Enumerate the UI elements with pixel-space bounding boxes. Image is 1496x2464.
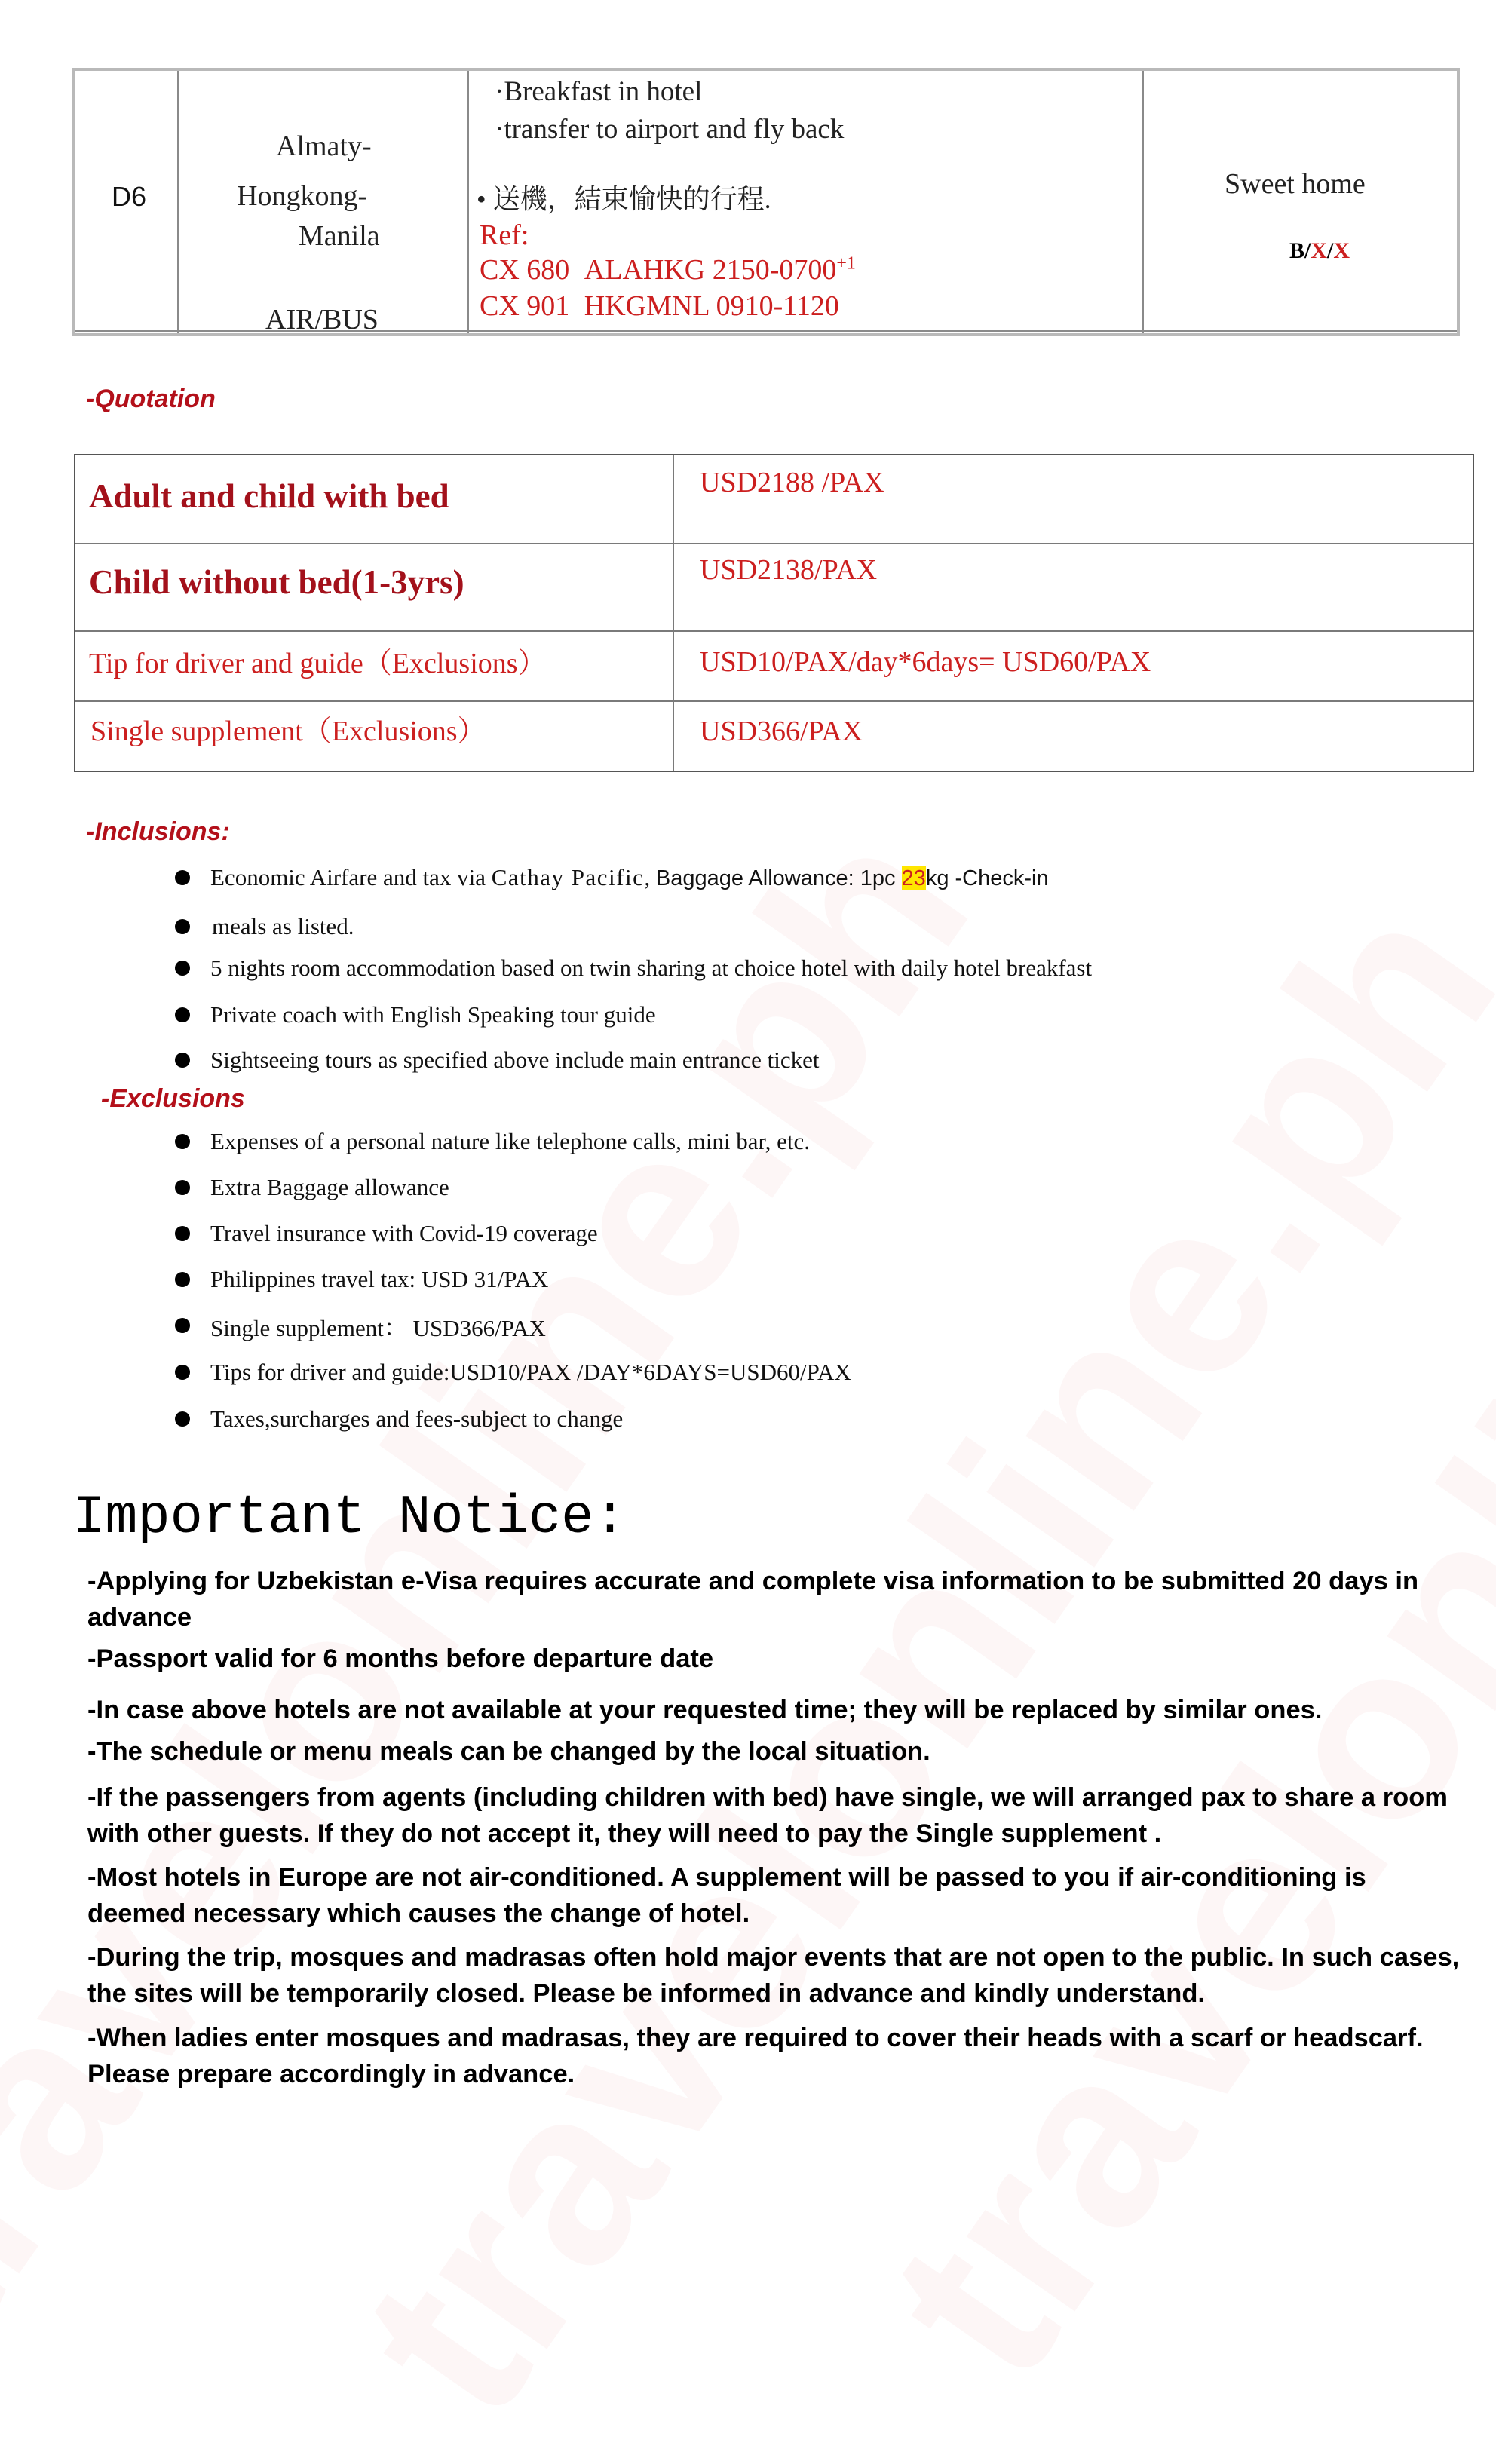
quote-price-adult: USD2188 /PAX	[700, 467, 884, 498]
bullet-icon	[175, 1365, 190, 1380]
inc1-airline: Cathay Pacific	[491, 864, 645, 890]
exclusion-item-text: Taxes,surcharges and fees-subject to change	[210, 1405, 624, 1432]
bullet-icon	[175, 1180, 190, 1195]
exclusion-item-text: Philippines travel tax: USD 31/PAX	[210, 1266, 549, 1292]
flight-1-code: CX 680	[480, 254, 570, 286]
day-cell: D6	[112, 181, 147, 212]
quote-price-tip: USD10/PAX/day*6days= USD60/PAX	[700, 646, 1151, 678]
bullet-icon	[175, 1007, 190, 1022]
route-line-3: Manila	[299, 220, 380, 252]
meal-breakfast: B	[1289, 238, 1305, 263]
quote-label-tip: Tip for driver and guide（Exclusions）	[89, 648, 547, 679]
exclusion-item-text: Expenses of a personal nature like telephone calls, mini bar, etc.	[210, 1128, 810, 1154]
meal-sep-1: /	[1304, 238, 1311, 263]
meal-lunch: X	[1311, 238, 1328, 263]
bullet-icon	[175, 1226, 190, 1241]
bullet-icon	[175, 1134, 190, 1149]
quotation-table	[74, 454, 1474, 772]
chinese-note: • 送機，結束愉快的行程.	[477, 184, 771, 214]
quotation-heading: -Quotation	[86, 385, 216, 413]
exclusion-item-text: Tips for driver and guide:USD10/PAX /DAY*6DAYS=USD60/PAX	[210, 1359, 851, 1385]
quote-label-child: Child without bed(1-3yrs)	[89, 563, 464, 601]
quote-price-single: USD366/PAX	[700, 716, 863, 747]
hotel-cell: Sweet home	[1225, 168, 1366, 200]
inclusion-item-text	[210, 864, 1049, 891]
meals-cell	[1289, 238, 1350, 264]
route-line-2: Hongkong-	[237, 180, 368, 212]
inc1-checkin: kg -Check-in	[925, 866, 1049, 890]
transport-mode: AIR/BUS	[265, 304, 379, 336]
notice-item: -Most hotels in Europe are not air-conditioned. A supplement will be passed to you if air-conditioning is deemed necessary which causes the change of hotel.	[87, 1863, 1366, 1928]
flight-1-sup: +1	[836, 253, 856, 274]
flight-1-route: ALAHKG 2150-0700	[584, 254, 837, 286]
bullet-icon	[175, 919, 190, 934]
inc1-part-c: ,	[644, 864, 656, 890]
exclusions-heading: -Exclusions	[101, 1084, 245, 1113]
inclusion-item-text: Sightseeing tours as specified above include main entrance ticket	[210, 1047, 820, 1073]
route-line-1: Almaty-	[276, 130, 372, 162]
flight-2-code: CX 901	[480, 290, 570, 322]
itinerary-table	[72, 68, 1460, 336]
exclusion-item-text: Single supplement： USD366/PAX	[210, 1314, 546, 1341]
bullet-icon	[175, 1053, 190, 1068]
inclusion-item-text: Private coach with English Speaking tour guide	[210, 1001, 656, 1028]
inclusions-heading: -Inclusions:	[86, 817, 230, 846]
flight-1	[480, 253, 856, 287]
notice-item: -During the trip, mosques and madrasas often hold major events that are not open to the public. In such cases, the sites will be temporarily closed. Please be informed in advance and kindly understand.	[87, 1943, 1460, 2008]
notice-item: -Applying for Uzbekistan e-Visa requires accurate and complete visa information to be submitted 20 days in advance	[87, 1567, 1419, 1632]
inclusion-item-text: meals as listed.	[212, 913, 354, 939]
notice-item: -When ladies enter mosques and madrasas, they are required to cover their heads with a scarf or headscarf. Please prepare accordingly in advance.	[87, 2024, 1424, 2089]
inc1-baggage: Baggage Allowance: 1pc	[655, 866, 902, 890]
activity-1: ·Breakfast in hotel	[495, 76, 703, 107]
notice-item: -In case above hotels are not available at your requested time; they will be replaced by similar ones.	[87, 1696, 1323, 1724]
bullet-icon	[175, 961, 190, 976]
bullet-icon	[175, 1272, 190, 1287]
ref-label: Ref:	[480, 219, 529, 251]
bullet-icon	[175, 1411, 190, 1427]
notice-item: -Passport valid for 6 months before departure date	[87, 1644, 714, 1673]
notice-item: -If the passengers from agents (including children with bed) have single, we will arranged pax to share a room with other guests. If they do not accept it, they will need to pay the Single supplement .	[87, 1783, 1448, 1848]
inc1-weight: 23	[901, 866, 926, 890]
exclusion-item-text: Travel insurance with Covid-19 coverage	[210, 1220, 598, 1246]
notice-item: -The schedule or menu meals can be changed by the local situation.	[87, 1737, 930, 1766]
meal-dinner: X	[1333, 238, 1350, 263]
flight-2-route: HKGMNL 0910-1120	[584, 290, 839, 322]
bullet-icon	[175, 870, 190, 885]
quote-price-child: USD2138/PAX	[700, 554, 878, 586]
meal-sep-2: /	[1327, 238, 1334, 263]
inclusion-item-text: 5 nights room accommodation based on twin sharing at choice hotel with daily hotel breakfast	[210, 955, 1093, 981]
quote-label-single: Single supplement（Exclusions）	[90, 716, 486, 747]
exclusion-item-text: Extra Baggage allowance	[210, 1174, 449, 1200]
inc1-part-a: Economic Airfare and tax via	[210, 864, 492, 890]
notice-title: Important Notice:	[72, 1487, 627, 1549]
activity-2: ·transfer to airport and fly back	[495, 114, 845, 145]
flight-2	[480, 290, 839, 323]
bullet-icon	[175, 1318, 190, 1333]
quote-label-adult: Adult and child with bed	[89, 477, 449, 515]
